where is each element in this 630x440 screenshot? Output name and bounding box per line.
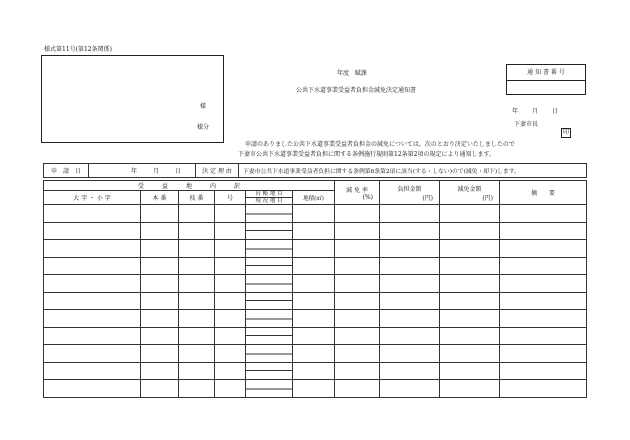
table-cell[interactable]: [141, 327, 179, 345]
table-cell[interactable]: [293, 292, 335, 310]
recipient-samabun: 様分: [197, 124, 210, 131]
table-cell[interactable]: [335, 240, 380, 258]
table-cell[interactable]: [335, 257, 380, 275]
table-cell[interactable]: [215, 292, 246, 310]
table-cell[interactable]: [44, 362, 141, 380]
notice-number-box: [506, 64, 586, 95]
table-cell[interactable]: [179, 275, 215, 293]
table-cell[interactable]: [141, 362, 179, 380]
table-cell[interactable]: [335, 292, 380, 310]
table-cell[interactable]: [293, 362, 335, 380]
table-row: [44, 205, 587, 223]
table-cell[interactable]: [44, 257, 141, 275]
table-cell[interactable]: [293, 327, 335, 345]
table-cell[interactable]: [440, 292, 500, 310]
col-chimoku: 台 帳 地 目 現 況 地 目: [246, 191, 293, 205]
table-row: [44, 292, 587, 310]
table-cell[interactable]: [141, 222, 179, 240]
table-cell[interactable]: [44, 345, 141, 363]
col-honban: 本 番: [141, 191, 179, 205]
table-cell[interactable]: [246, 380, 293, 398]
table-cell[interactable]: [44, 310, 141, 328]
table-cell[interactable]: [141, 240, 179, 258]
table-cell[interactable]: [500, 327, 587, 345]
table-row: [44, 345, 587, 363]
table-cell[interactable]: [440, 327, 500, 345]
table-cell[interactable]: [440, 310, 500, 328]
decision-reason-label: 決 定 理 由: [196, 164, 239, 178]
table-cell[interactable]: [500, 310, 587, 328]
table-cell[interactable]: [215, 240, 246, 258]
table-cell[interactable]: [380, 240, 440, 258]
table-cell[interactable]: [440, 362, 500, 380]
table-cell[interactable]: [215, 310, 246, 328]
application-date-label: 申 請 日: [44, 164, 89, 178]
table-row: [44, 327, 587, 345]
col-burden: 負担金額 (円): [380, 181, 440, 205]
issuer: 下妻市長: [514, 121, 539, 128]
table-cell[interactable]: [293, 205, 335, 223]
table-cell[interactable]: [500, 257, 587, 275]
table-cell[interactable]: [440, 275, 500, 293]
table-cell[interactable]: [246, 362, 293, 380]
table-cell[interactable]: [500, 240, 587, 258]
table-cell[interactable]: [335, 345, 380, 363]
table-cell[interactable]: [141, 345, 179, 363]
table-cell[interactable]: [380, 380, 440, 398]
table-cell[interactable]: [179, 205, 215, 223]
table-cell[interactable]: [141, 257, 179, 275]
table-cell[interactable]: [246, 257, 293, 275]
table-cell[interactable]: [179, 222, 215, 240]
col-reduction: 減免金額 (円): [440, 181, 500, 205]
table-cell[interactable]: [500, 205, 587, 223]
table-cell[interactable]: [179, 362, 215, 380]
table-cell[interactable]: [335, 275, 380, 293]
table-cell[interactable]: [440, 240, 500, 258]
table-cell[interactable]: [44, 275, 141, 293]
table-cell[interactable]: [293, 310, 335, 328]
table-cell[interactable]: [380, 327, 440, 345]
table-cell[interactable]: [179, 292, 215, 310]
table-cell[interactable]: [380, 292, 440, 310]
table-cell[interactable]: [44, 240, 141, 258]
table-cell[interactable]: [500, 345, 587, 363]
table-cell[interactable]: [141, 205, 179, 223]
recipient-sama: 様: [200, 103, 207, 110]
table-cell[interactable]: [293, 257, 335, 275]
table-cell[interactable]: [179, 257, 215, 275]
table-cell[interactable]: [293, 275, 335, 293]
table-cell[interactable]: [44, 222, 141, 240]
body-line-1: 申請のありました公共下水道事業受益者負担金の減免については，次のとおり決定いたしましたので: [245, 141, 515, 148]
table-cell[interactable]: [44, 205, 141, 223]
page-title: 公共下水道事業受益者負担金減免決定通知書: [296, 87, 417, 94]
table-cell[interactable]: [500, 292, 587, 310]
table-cell[interactable]: [179, 327, 215, 345]
table-cell[interactable]: [293, 222, 335, 240]
table-row: [44, 257, 587, 275]
table-cell[interactable]: [500, 222, 587, 240]
table-cell[interactable]: [215, 345, 246, 363]
table-cell[interactable]: [500, 362, 587, 380]
table-cell[interactable]: [380, 275, 440, 293]
notice-number-label: 通 知 書 番 号: [507, 65, 585, 81]
issue-date: 年 月 日: [512, 108, 559, 115]
land-group-header: 受 益 地 内 訳: [44, 181, 335, 191]
table-cell[interactable]: [179, 345, 215, 363]
table-cell[interactable]: [246, 275, 293, 293]
table-cell[interactable]: [335, 222, 380, 240]
table-row: [44, 362, 587, 380]
table-cell[interactable]: [335, 380, 380, 398]
table-cell[interactable]: [141, 380, 179, 398]
col-go: 号: [215, 191, 246, 205]
table-cell[interactable]: [335, 362, 380, 380]
table-cell[interactable]: [293, 380, 335, 398]
table-cell[interactable]: [380, 362, 440, 380]
official-seal: 印: [562, 129, 569, 136]
table-cell[interactable]: [215, 275, 246, 293]
table-cell[interactable]: [44, 292, 141, 310]
table-cell[interactable]: [440, 222, 500, 240]
table-cell[interactable]: [215, 380, 246, 398]
table-cell[interactable]: [44, 380, 141, 398]
table-cell[interactable]: [246, 310, 293, 328]
table-cell[interactable]: [440, 257, 500, 275]
form-id: 様式第11号(第12条関係): [44, 46, 112, 53]
table-row: [44, 380, 587, 398]
application-row: [43, 163, 587, 178]
table-cell[interactable]: [380, 205, 440, 223]
table-cell[interactable]: [215, 257, 246, 275]
land-breakdown-table: [43, 180, 587, 398]
table-cell[interactable]: [246, 327, 293, 345]
table-cell[interactable]: [500, 380, 587, 398]
table-cell[interactable]: [44, 327, 141, 345]
table-cell[interactable]: [335, 205, 380, 223]
table-row: [44, 275, 587, 293]
col-aza: 大 字 ・ 小 字: [44, 191, 141, 205]
fiscal-year: 年度 賦課: [337, 70, 367, 77]
table-row: [44, 222, 587, 240]
table-cell[interactable]: [141, 292, 179, 310]
table-cell[interactable]: [215, 327, 246, 345]
table-cell[interactable]: [141, 310, 179, 328]
table-cell[interactable]: [380, 257, 440, 275]
table-cell[interactable]: [215, 205, 246, 223]
table-row: [44, 240, 587, 258]
table-cell[interactable]: [215, 362, 246, 380]
decision-reason-text: 下妻市公共下水道事業受益者負担に関する条例第8条第2項に該当(する・しない)ので(減免・却下)します。: [239, 164, 587, 178]
table-cell[interactable]: [440, 345, 500, 363]
table-cell[interactable]: [335, 327, 380, 345]
table-cell[interactable]: [500, 275, 587, 293]
table-cell[interactable]: [246, 345, 293, 363]
table-cell[interactable]: [215, 222, 246, 240]
table-cell[interactable]: [293, 345, 335, 363]
table-cell[interactable]: [440, 205, 500, 223]
table-row: [44, 310, 587, 328]
table-cell[interactable]: [380, 345, 440, 363]
col-remarks: 摘 要: [500, 181, 587, 205]
application-date-value[interactable]: 年 月 日: [89, 164, 196, 178]
col-edaban: 枝 番: [179, 191, 215, 205]
table-cell[interactable]: [179, 380, 215, 398]
table-cell[interactable]: [246, 222, 293, 240]
col-area: 地積(㎡): [293, 191, 335, 205]
table-cell[interactable]: [179, 240, 215, 258]
table-cell[interactable]: [246, 205, 293, 223]
body-line-2: 下妻市公共下水道事業受益者負担に関する条例施行規則第12条第2項の規定により通知します。: [238, 151, 495, 158]
table-cell[interactable]: [246, 292, 293, 310]
table-cell[interactable]: [293, 240, 335, 258]
table-cell[interactable]: [440, 380, 500, 398]
table-cell[interactable]: [179, 310, 215, 328]
table-cell[interactable]: [380, 310, 440, 328]
table-cell[interactable]: [335, 310, 380, 328]
table-cell[interactable]: [246, 240, 293, 258]
col-rate: 減 免 率 (%): [335, 181, 380, 205]
table-cell[interactable]: [141, 275, 179, 293]
table-cell[interactable]: [380, 222, 440, 240]
